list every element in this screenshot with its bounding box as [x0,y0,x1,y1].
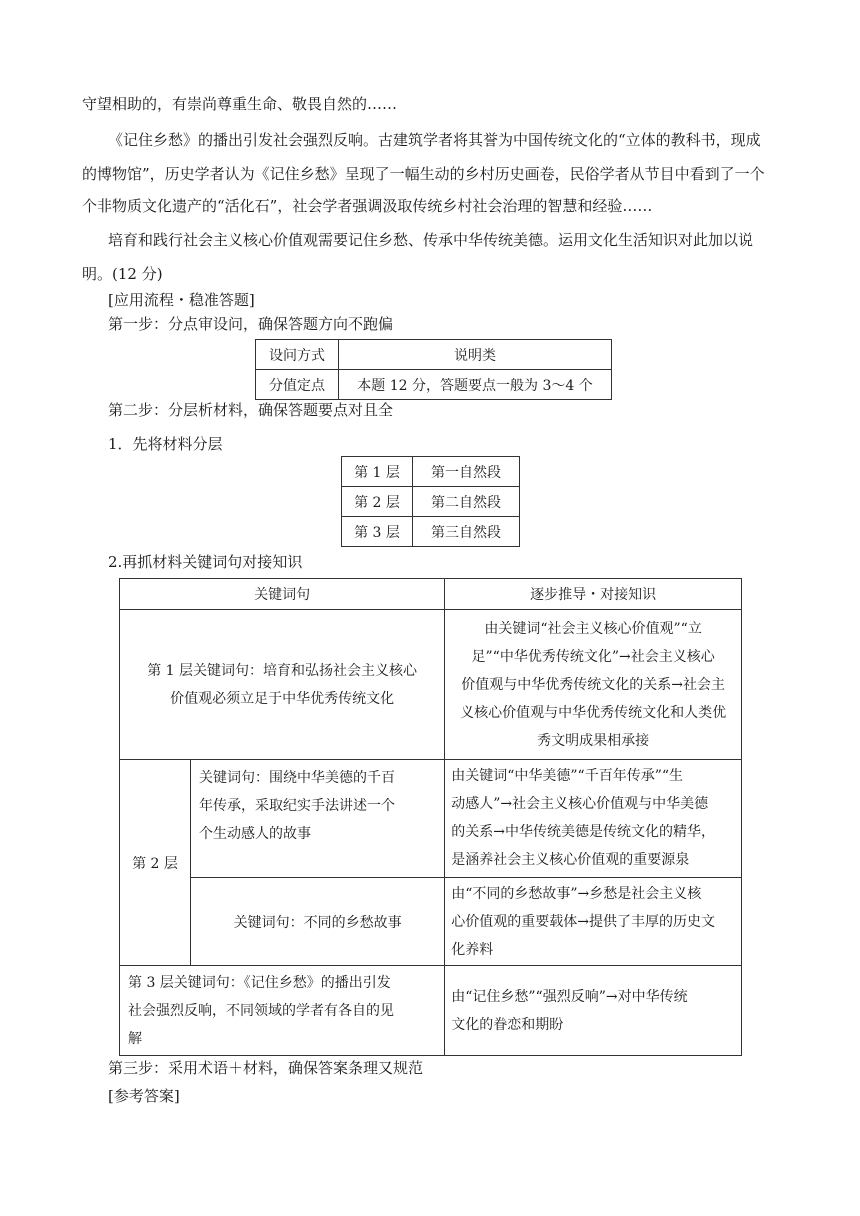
intro-line-2: 《记住乡愁》的播出引发社会强烈反响。古建筑学者将其誉为中国传统文化的“立体的教科书，现成 [108,131,761,149]
step-two: 第二步：分层析材料，确保答题要点对且全 [108,401,394,419]
question-table [255,339,612,400]
row2a-knowledge: 由关键词“中华美德”“千百年传承”“生 动感人”→社会主义核心价值观与中华美德 的关系→中华传统美德是传统文化的精华， 是涵养社会主义核心价值观的重要源泉 [445,760,742,878]
layer-table [341,456,520,547]
layer-3-para: 第三自然段 [413,517,520,547]
intro-line-5: 培育和践行社会主义核心价值观需要记住乡愁、传承中华传统美德。运用文化生活知识对此加以说 [108,231,754,249]
section-heading: [应用流程・稳准答题] [108,291,255,309]
row1-knowledge: 由关键词“社会主义核心价值观”“立 足”“中华优秀传统文化”→社会主义核心 价值观与中华优秀传统文化的关系→社会主 义核心价值观与中华优秀传统文化和人类优 秀文明成果相承接 [445,610,742,760]
row2b-knowledge: 由“不同的乡愁故事”→乡愁是社会主义核 心价值观的重要载体→提供了丰厚的历史文 化养料 [445,878,742,966]
intro-line-1: 守望相助的，有崇尚尊重生命、敬畏自然的…… [82,95,398,113]
row2b-key: 关键词句：不同的乡愁故事 [191,878,445,966]
sub-heading-1: 1．先将材料分层 [108,435,223,453]
layer-2: 第 2 层 [342,487,413,517]
row2a-key: 关键词句：围绕中华美德的千百 年传承，采取纪实手法讲述一个 个生动感人的故事 [191,760,445,878]
answer-label: [参考答案] [108,1087,180,1105]
step-three: 第三步：采用术语＋材料，确保答案条理又规范 [108,1059,424,1077]
sub-heading-2: 2.再抓材料关键词句对接知识 [108,553,303,571]
question-value-1: 说明类 [339,340,612,370]
row3-knowledge: 由“记住乡愁”“强烈反响”→对中华传统 文化的眷恋和期盼 [445,966,742,1056]
question-label-1: 设问方式 [256,340,339,370]
header-knowledge: 逐步推导・对接知识 [445,579,742,610]
intro-line-6: 明。(12 分) [82,265,163,283]
knowledge-table [119,578,742,1056]
layer-1: 第 1 层 [342,457,413,487]
intro-line-4: 个非物质文化遗产的“活化石”，社会学者强调汲取传统乡村社会治理的智慧和经验…… [82,197,653,215]
intro-line-3: 的博物馆”，历史学者认为《记住乡愁》呈现了一幅生动的乡村历史画卷，民俗学者从节目中看到了一个 [82,165,765,183]
question-label-2: 分值定点 [256,370,339,400]
header-key: 关键词句 [120,579,445,610]
question-value-2: 本题 12 分，答题要点一般为 3～4 个 [339,370,612,400]
row2-label: 第 2 层 [120,760,191,966]
row3-key: 第 3 层关键词句：《记住乡愁》的播出引发 社会强烈反响，不同领域的学者有各自的见 解 [120,966,445,1056]
step-one: 第一步：分点审设问，确保答题方向不跑偏 [108,315,394,333]
layer-2-para: 第二自然段 [413,487,520,517]
layer-3: 第 3 层 [342,517,413,547]
layer-1-para: 第一自然段 [413,457,520,487]
row1-key: 第 1 层关键词句：培育和弘扬社会主义核心 价值观必须立足于中华优秀传统文化 [120,610,445,760]
